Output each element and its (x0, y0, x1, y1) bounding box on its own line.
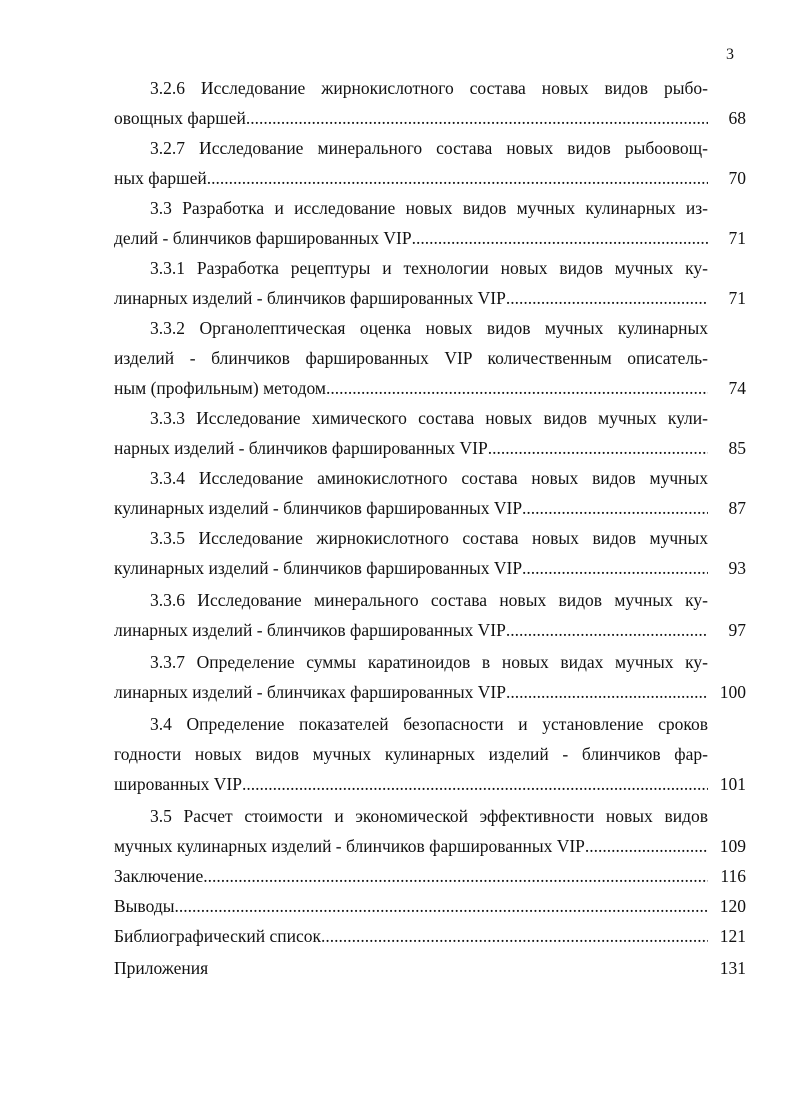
toc-entry-line: изделий - блинчиков фаршированных VIP количественным описатель- (114, 348, 708, 368)
toc-page-number: 93 (728, 558, 746, 578)
toc-entry-line (114, 288, 708, 308)
toc-entry-text: нарных изделий - блинчиков фаршированных VIP (114, 438, 488, 458)
toc-entry-line: 3.2.7 Исследование минерального состава новых видов рыбоовощ- (150, 138, 708, 158)
toc-entry-line (114, 836, 708, 856)
toc-entry-line: 3.5 Расчет стоимости и экономической эффективности новых видов (150, 806, 708, 826)
dot-leader (321, 926, 708, 946)
dot-leader (207, 168, 708, 188)
toc-entry-text: ных фаршей (114, 168, 207, 188)
toc-entry-line: годности новых видов мучных кулинарных изделий - блинчиков фар- (114, 744, 708, 764)
toc-page-number: 87 (728, 498, 746, 518)
toc-entry-line (114, 168, 708, 188)
dot-leader (242, 774, 708, 794)
toc-entry-line: Приложения (114, 958, 209, 978)
toc-entry-text: Заключение (114, 866, 204, 886)
toc-entry-line (114, 108, 708, 128)
toc-entry-text: Выводы (114, 896, 175, 916)
page-number: 3 (726, 46, 734, 63)
toc-page-number: 68 (728, 108, 746, 128)
toc-entry-line (114, 682, 708, 702)
toc-entry-line: 3.3.1 Разработка рецептуры и технологии новых видов мучных ку- (150, 258, 708, 278)
toc-entry-line: 3.4 Определение показателей безопасности и установление сроков (150, 714, 708, 734)
dot-leader (326, 378, 708, 398)
dot-leader (506, 288, 708, 308)
toc-entry-text: кулинарных изделий - блинчиков фаршированных VIP (114, 498, 523, 518)
toc-entry-line (114, 378, 708, 398)
toc-entry-line: 3.3 Разработка и исследование новых видов мучных кулинарных из- (150, 198, 708, 218)
toc-entry-line: 3.3.2 Органолептическая оценка новых видов мучных кулинарных (150, 318, 708, 338)
dot-leader (412, 228, 708, 248)
toc-entry-text: линарных изделий - блинчиков фаршированных VIP (114, 620, 506, 640)
toc-entry-line (114, 620, 708, 640)
toc-page-number: 71 (728, 228, 746, 248)
toc-entry-text: шированных VIP (114, 774, 242, 794)
toc-entry-text: мучных кулинарных изделий - блинчиков фаршированных VIP (114, 836, 585, 856)
toc-entry-line (114, 558, 708, 578)
toc-entry-line: 3.3.5 Исследование жирнокислотного состава новых видов мучных (150, 528, 708, 548)
toc-entry-line: 3.3.7 Определение суммы каратиноидов в новых видах мучных ку- (150, 652, 708, 672)
toc-entry-line (114, 926, 708, 946)
toc-entry-text: линарных изделий - блинчиках фаршированных VIP (114, 682, 506, 702)
toc-entry-line (114, 438, 708, 458)
toc-page-number: 120 (719, 896, 746, 916)
dot-leader (522, 498, 708, 518)
toc-entry-line (114, 866, 708, 886)
toc-entry-line (114, 774, 708, 794)
toc-entry-text: овощных фаршей (114, 108, 246, 128)
toc-entry-line: 3.3.3 Исследование химического состава новых видов мучных кули- (150, 408, 708, 428)
toc-entry-text: линарных изделий - блинчиков фаршированных VIP (114, 288, 506, 308)
toc-entry-text: делий - блинчиков фаршированных VIP (114, 228, 412, 248)
toc-entry-line (114, 498, 708, 518)
dot-leader (585, 836, 708, 856)
dot-leader (203, 866, 708, 886)
toc-page-number: 121 (719, 926, 746, 946)
dot-leader (246, 108, 708, 128)
toc-page-number: 131 (719, 958, 746, 978)
dot-leader (174, 896, 708, 916)
toc-page-number: 101 (719, 774, 746, 794)
toc-entry-text: кулинарных изделий - блинчиков фаршированных VIP (114, 558, 523, 578)
toc-page-number: 100 (719, 682, 746, 702)
toc-page-number: 97 (728, 620, 746, 640)
toc-entry-line: 3.3.4 Исследование аминокислотного состава новых видов мучных (150, 468, 708, 488)
dot-leader (522, 558, 708, 578)
toc-entry-line (114, 896, 708, 916)
toc-page-number: 109 (719, 836, 746, 856)
toc-page-number: 71 (728, 288, 746, 308)
toc-page-number: 70 (728, 168, 746, 188)
toc-entry-line: 3.3.6 Исследование минерального состава новых видов мучных ку- (150, 590, 708, 610)
toc-page-number: 74 (728, 378, 746, 398)
toc-page-number: 116 (720, 866, 746, 886)
toc-entry-line (114, 228, 708, 248)
toc-entry-text: ным (профильным) методом (114, 378, 326, 398)
toc-entry-line: 3.2.6 Исследование жирнокислотного состава новых видов рыбо- (150, 78, 708, 98)
toc-page-number: 85 (728, 438, 746, 458)
dot-leader (506, 682, 708, 702)
dot-leader (488, 438, 708, 458)
toc-entry-text: Библиографический список (114, 926, 322, 946)
dot-leader (506, 620, 708, 640)
